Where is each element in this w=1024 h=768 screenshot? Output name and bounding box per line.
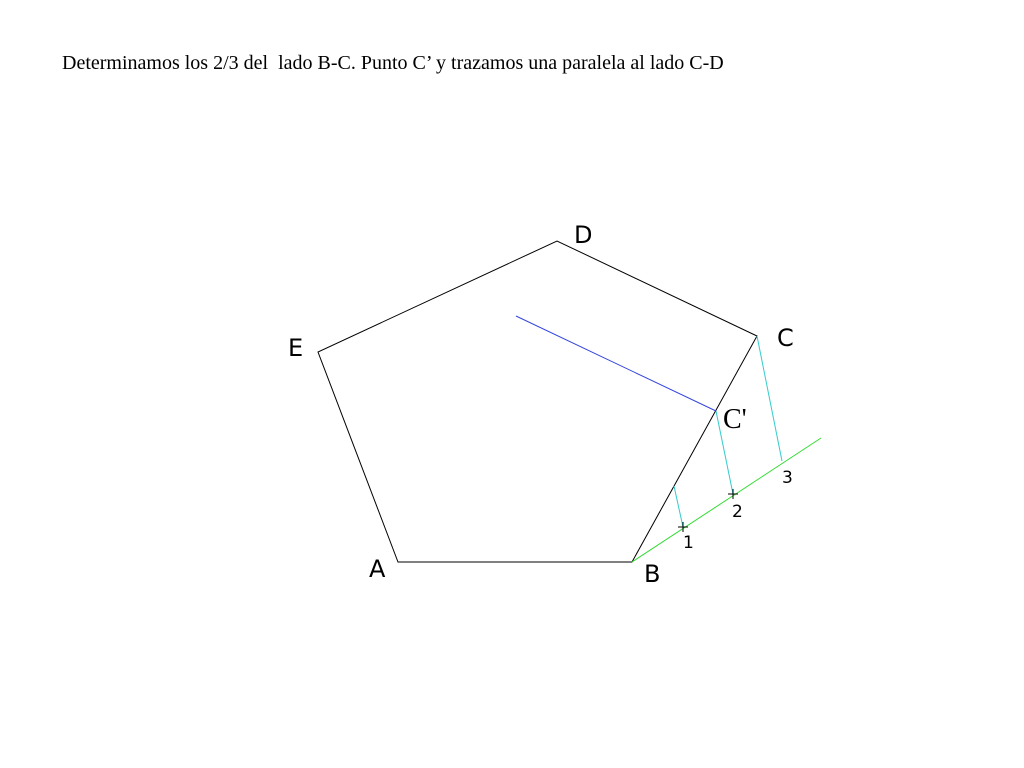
vertex-label-A: A: [369, 555, 386, 583]
pentagon-ABCDE: [318, 241, 757, 562]
vertex-label-C: C: [777, 324, 794, 352]
vertex-label-B: B: [644, 560, 661, 588]
vertex-label-D: D: [574, 221, 593, 249]
division-label-1: 1: [683, 533, 694, 553]
vertex-label-E: E: [288, 334, 304, 362]
division-line-3: [757, 336, 782, 461]
division-line-1: [674, 486, 683, 527]
division-label-2: 2: [732, 502, 743, 522]
parallel-to-CD-line: [516, 316, 716, 411]
slide-caption: Determinamos los 2/3 del lado B-C. Punto C’ y trazamos una paralela al lado C-D: [62, 52, 724, 74]
auxiliary-division-line: [632, 438, 821, 562]
point-label-C-prime: C': [723, 404, 747, 435]
division-label-3: 3: [782, 468, 793, 488]
